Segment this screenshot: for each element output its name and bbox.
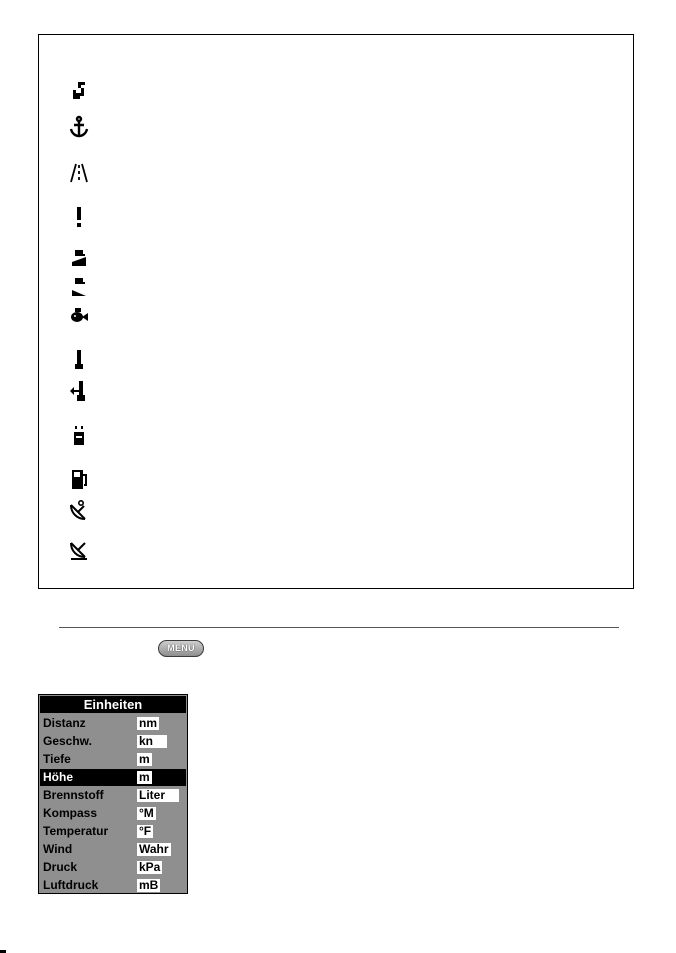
unit-value[interactable]: m	[139, 770, 150, 784]
shallow-water-icon	[67, 245, 91, 269]
unit-value[interactable]: kn	[137, 735, 167, 748]
unit-row-geschw[interactable]	[40, 733, 186, 750]
unit-row-distanz[interactable]	[40, 715, 186, 732]
unit-row-brennstoff[interactable]	[40, 787, 186, 804]
fuel-icon	[67, 467, 91, 491]
fish-icon	[67, 305, 91, 329]
unit-label: Geschw.	[43, 734, 92, 748]
unit-row-wind[interactable]	[40, 841, 186, 858]
alarm-icon-panel	[38, 34, 634, 589]
unit-row-luftdruck[interactable]	[40, 877, 186, 894]
satellite-dish-icon	[67, 537, 91, 561]
unit-label: Tiefe	[43, 752, 71, 766]
unit-value[interactable]: Liter	[137, 789, 179, 802]
unit-label: Luftdruck	[43, 878, 99, 892]
unit-label: Druck	[43, 860, 78, 874]
unit-row-temperatur[interactable]	[40, 823, 186, 840]
unit-row-kompass[interactable]	[40, 805, 186, 822]
menu-button[interactable]: MENU	[158, 640, 204, 657]
section-divider	[59, 627, 619, 628]
unit-value[interactable]: kPa	[139, 860, 161, 874]
units-screen	[38, 694, 188, 894]
unit-value[interactable]: °M	[139, 806, 154, 820]
unit-label: Wind	[43, 842, 73, 856]
man-overboard-icon	[67, 79, 91, 103]
unit-label: Kompass	[43, 806, 98, 820]
unit-value[interactable]: °F	[139, 824, 152, 838]
deep-water-icon	[67, 275, 91, 299]
units-list	[39, 695, 187, 893]
anchor-icon	[67, 115, 91, 139]
temperature-rate-icon	[67, 379, 91, 403]
unit-row-druck[interactable]	[40, 859, 186, 876]
unit-value[interactable]: mB	[139, 878, 159, 892]
unit-row-hoehe[interactable]	[40, 769, 186, 786]
unit-value[interactable]: nm	[139, 716, 157, 730]
battery-icon	[67, 423, 91, 447]
unit-label: Höhe	[43, 770, 73, 784]
unit-value[interactable]: m	[139, 752, 150, 766]
satellite-dish-d-icon	[67, 499, 91, 523]
units-title: Einheiten	[40, 696, 186, 713]
unit-value[interactable]: Wahr	[139, 842, 169, 856]
unit-label: Brennstoff	[43, 788, 104, 802]
unit-label: Distanz	[43, 716, 86, 730]
unit-row-tiefe[interactable]	[40, 751, 186, 768]
thermometer-icon	[67, 347, 91, 371]
unit-label: Temperatur	[43, 824, 109, 838]
cross-track-icon	[67, 161, 91, 185]
exclamation-icon	[67, 205, 91, 229]
